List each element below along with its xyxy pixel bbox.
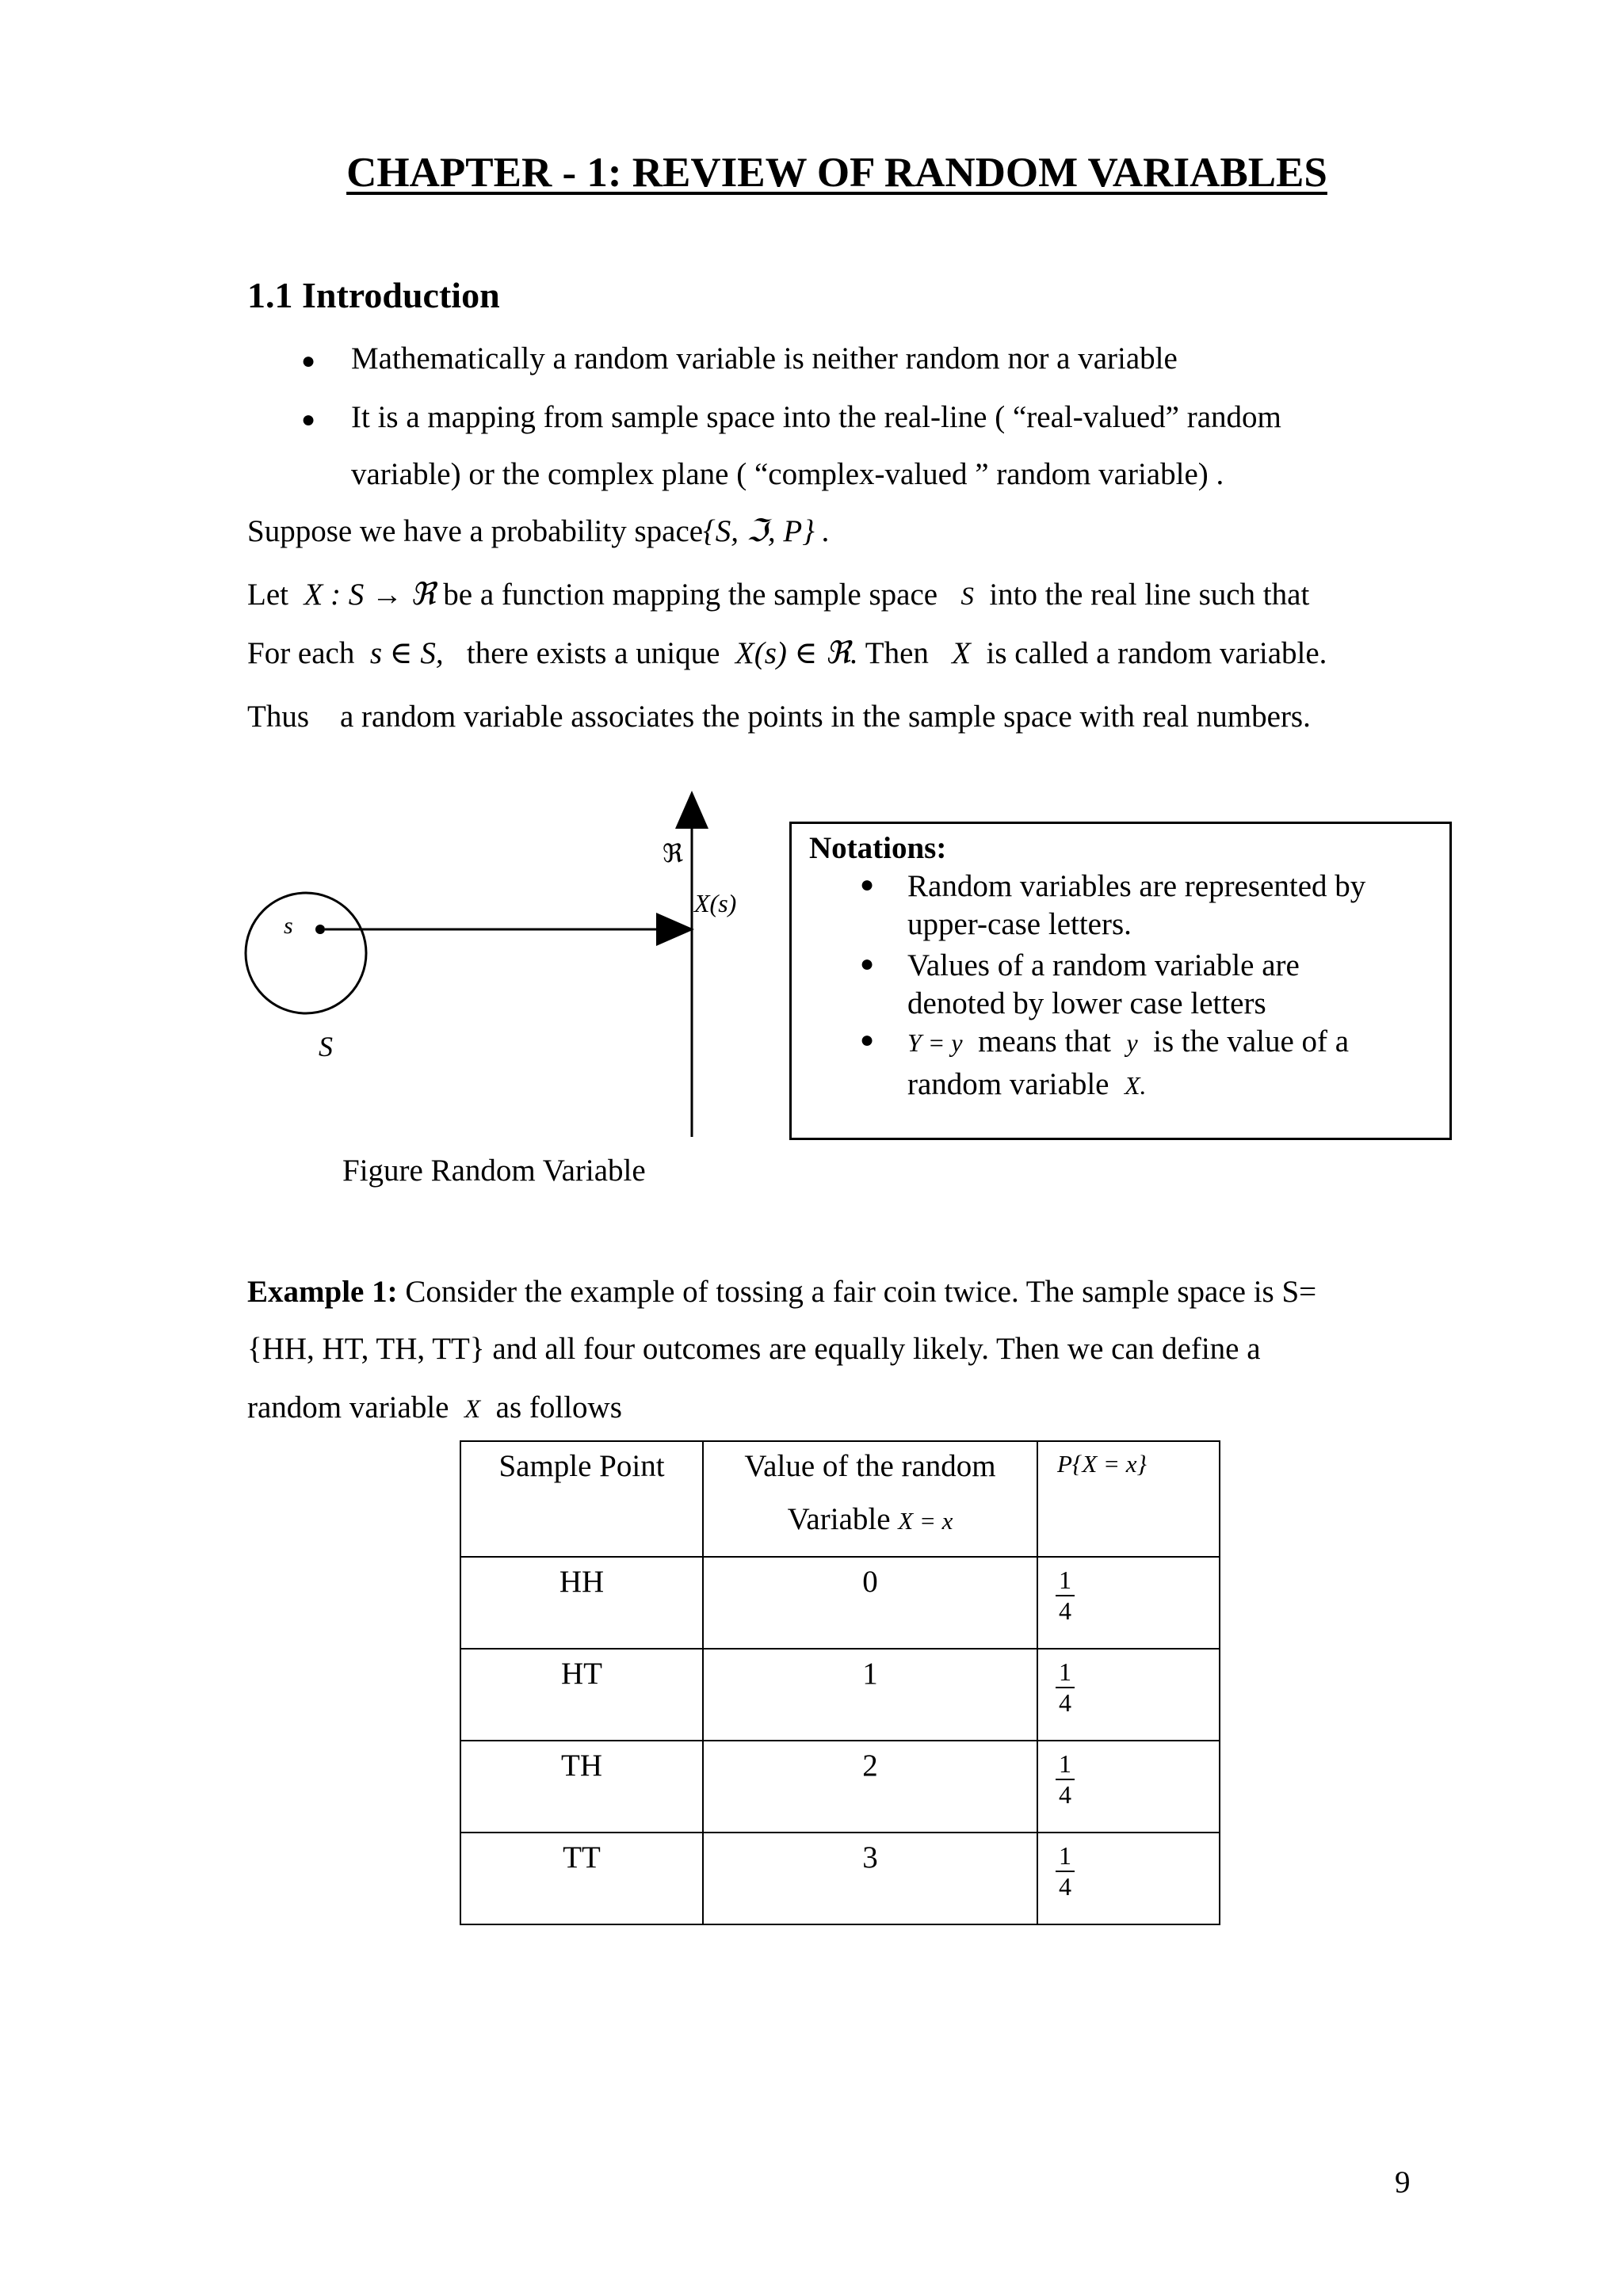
cell-probability: [1037, 1557, 1220, 1649]
foreach-text-4: is called a random variable.: [986, 636, 1327, 670]
notation-3-x: X.: [1124, 1071, 1147, 1100]
point-label-s: s: [284, 913, 293, 939]
sample-point-dot: [315, 925, 325, 934]
notation-3-text-c: random variable: [907, 1067, 1109, 1101]
example-label: Example 1:: [247, 1275, 398, 1309]
prob-space-text: Suppose we have a probability space: [247, 514, 704, 548]
fraction-denominator: 4: [1059, 1688, 1071, 1717]
notation-bullet-1: ●: [860, 871, 875, 898]
random-variable-table: [460, 1440, 1220, 1925]
random-variable-figure: [230, 784, 769, 1157]
let-s: S: [960, 582, 974, 611]
sample-space-circle: [246, 893, 366, 1013]
fraction: [1056, 1657, 1075, 1718]
table-row: [460, 1557, 1220, 1649]
foreach-then: Then: [865, 636, 929, 670]
set-label-S: S: [319, 1031, 333, 1062]
header-probability: [1037, 1441, 1220, 1557]
chapter-title: CHAPTER - 1: REVIEW OF RANDOM VARIABLES: [346, 150, 1327, 196]
cell-point: [460, 1741, 703, 1833]
fraction-numerator: 1: [1056, 1566, 1075, 1596]
notation-3-text-a: means that: [978, 1024, 1111, 1058]
fraction-numerator: 1: [1056, 1841, 1075, 1872]
thus-line: Thus a random variable associates the points in the sample space with real numbers.: [247, 700, 1311, 734]
notation-3-line-1: [907, 1024, 1349, 1059]
foreach-math-2: X(s) ∈ ℜ.: [735, 636, 858, 670]
notation-3-text-b: is the value of a: [1153, 1024, 1350, 1058]
example-line-2: {HH, HT, TH, TT} and all four outcomes are equally likely. Then we can define a: [247, 1332, 1261, 1366]
foreach-text-2: there exists a unique: [466, 636, 720, 670]
notation-1-line-1: Random variables are represented by: [907, 869, 1366, 903]
let-text-2: be a function mapping the sample space: [443, 578, 938, 612]
cell-value-text: 0: [862, 1565, 878, 1599]
cell-value: [703, 1649, 1037, 1741]
table-row: [460, 1649, 1220, 1741]
cell-point-text: TH: [561, 1749, 602, 1783]
example-line-3: [247, 1390, 622, 1425]
example-text-3b: as follows: [495, 1390, 622, 1425]
figure-caption: Figure Random Variable: [342, 1154, 646, 1188]
section-heading: 1.1 Introduction: [247, 275, 500, 315]
cell-value-text: 2: [862, 1749, 878, 1783]
header-sample-point-text: Sample Point: [498, 1449, 665, 1483]
image-label-xs: X(s): [694, 889, 737, 917]
header-value-line-1: Value of the random: [744, 1449, 996, 1483]
fraction: [1056, 1841, 1075, 1901]
bullet-dot-2: ●: [301, 406, 316, 433]
cell-value-text: 1: [862, 1657, 878, 1691]
fraction: [1056, 1749, 1075, 1810]
fraction: [1056, 1566, 1075, 1626]
notation-1-line-2: upper-case letters.: [907, 907, 1132, 941]
fraction-denominator: 4: [1059, 1596, 1071, 1625]
notation-bullet-2: ●: [860, 951, 875, 977]
header-value: [703, 1441, 1037, 1557]
cell-point: [460, 1833, 703, 1924]
foreach-text: For each: [247, 636, 355, 670]
cell-point-text: TT: [563, 1840, 601, 1875]
cell-point-text: HH: [559, 1565, 605, 1599]
bullet-2-text: It is a mapping from sample space into the real-line ( “real-valued” random: [351, 400, 1281, 434]
notations-title: Notations:: [809, 831, 947, 865]
cell-probability: [1037, 1741, 1220, 1833]
let-text: Let: [247, 578, 288, 612]
cell-point: [460, 1557, 703, 1649]
let-math: X : S → ℜ: [304, 578, 436, 612]
bullet-2-continuation: variable) or the complex plane ( “complex-valued ” random variable) .: [351, 457, 1224, 491]
notation-bullet-3: ●: [860, 1027, 875, 1053]
foreach-line: [247, 635, 1327, 671]
cell-value: [703, 1741, 1037, 1833]
foreach-x: X: [952, 636, 971, 670]
example-line-1: [247, 1274, 1316, 1310]
cell-point: [460, 1649, 703, 1741]
fraction-numerator: 1: [1056, 1749, 1075, 1780]
fraction-denominator: 4: [1059, 1871, 1071, 1901]
cell-probability: [1037, 1649, 1220, 1741]
cell-value: [703, 1833, 1037, 1924]
header-x-eq-x: X = x: [898, 1507, 953, 1535]
header-probability-text: P{X = x}: [1057, 1450, 1147, 1478]
notation-2-line-1: Values of a random variable are: [907, 948, 1300, 982]
cell-value-text: 3: [862, 1840, 878, 1875]
bullet-dot-1: ●: [301, 348, 316, 374]
notations-box: [789, 822, 1452, 1140]
mapping-line: [247, 577, 1309, 612]
notation-3-y: y: [1126, 1028, 1138, 1057]
fraction-numerator: 1: [1056, 1657, 1075, 1688]
real-axis-label: ℜ: [663, 839, 684, 868]
prob-space-line: [247, 513, 830, 549]
table-header-row: [460, 1441, 1220, 1557]
cell-probability: [1037, 1833, 1220, 1924]
notation-2-line-2: denoted by lower case letters: [907, 986, 1266, 1020]
bullet-1-text: Mathematically a random variable is neither random nor a variable: [351, 341, 1178, 376]
notation-3-math: Y = y: [907, 1028, 963, 1057]
header-sample-point: [460, 1441, 703, 1557]
fraction-denominator: 4: [1059, 1779, 1071, 1809]
header-value-line-2: [704, 1484, 1037, 1537]
prob-space-math: {S, ℑ, P} .: [703, 514, 831, 548]
table-row: [460, 1833, 1220, 1924]
cell-value: [703, 1557, 1037, 1649]
notation-3-line-2: [907, 1066, 1147, 1102]
page-number: 9: [1395, 2165, 1411, 2199]
example-text-1: Consider the example of tossing a fair coin twice. The sample space is S=: [397, 1275, 1317, 1309]
cell-point-text: HT: [561, 1657, 602, 1691]
table-row: [460, 1741, 1220, 1833]
example-x: X: [464, 1395, 481, 1424]
header-variable-text: Variable: [787, 1502, 891, 1536]
example-text-3a: random variable: [247, 1390, 449, 1425]
let-text-3: into the real line such that: [989, 578, 1310, 612]
foreach-math: s ∈ S,: [369, 636, 444, 670]
